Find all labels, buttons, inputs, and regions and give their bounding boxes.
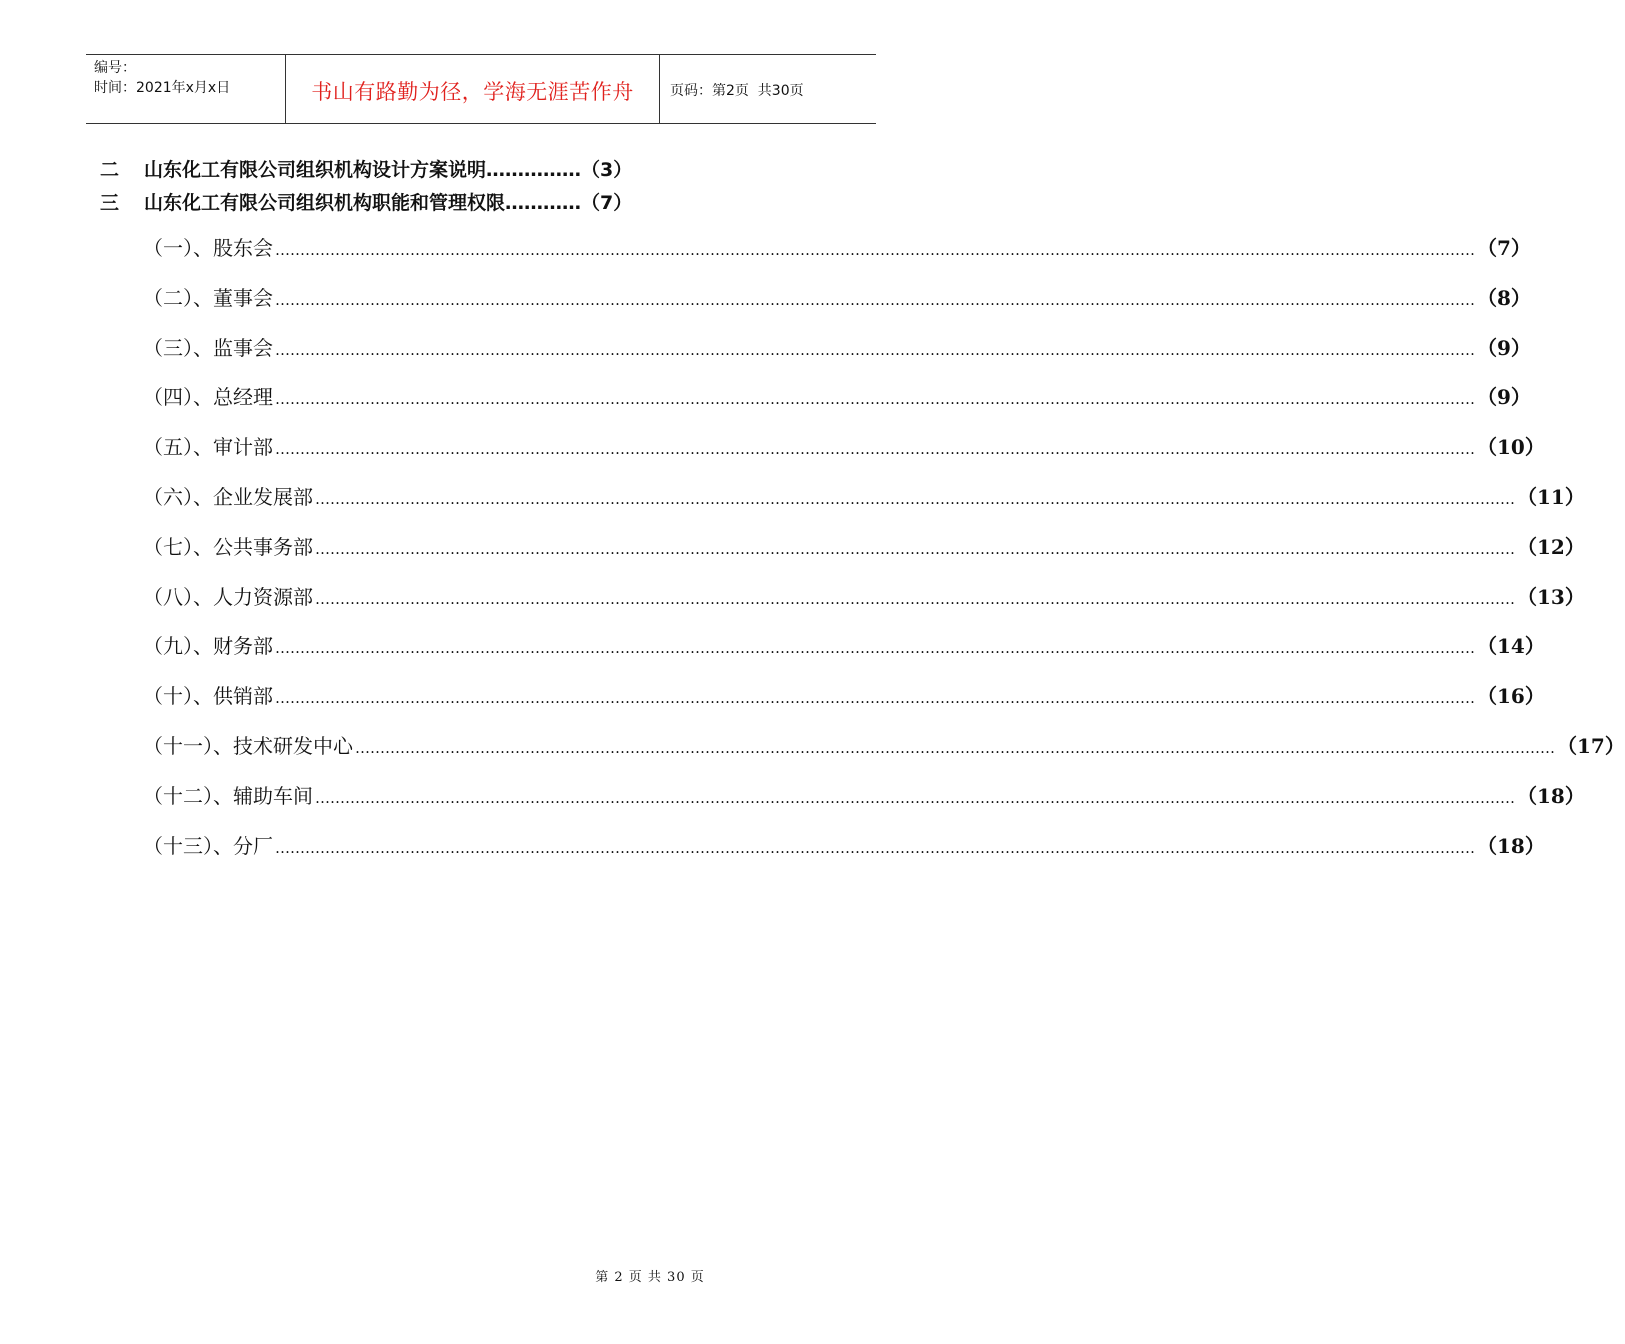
toc-leader-dots: …………………………………………………………………………………………………………………………………………………………………………………………………………………… (315, 490, 1515, 508)
section-number: 二 (100, 159, 120, 181)
header-page-cell (660, 55, 876, 123)
page-header (86, 54, 876, 124)
toc-entry[interactable] (143, 831, 1545, 863)
toc-entry-page: （9） (1477, 385, 1531, 410)
toc-leader-dots: …………………………………………………………………………………………………………………………………………………………………………………………………………………… (275, 241, 1475, 259)
toc-entry-label: （三）、监事会 (143, 335, 273, 360)
toc-leader-dots: …………………………………………………………………………………………………………………………………………………………………………………………………………………… (315, 539, 1515, 558)
toc-entry-label: （八）、人力资源部 (143, 584, 313, 609)
section-leader-dots: …………… (486, 159, 582, 181)
section-page: （7） (581, 192, 633, 214)
toc-entry[interactable] (143, 333, 1531, 365)
toc-section (100, 156, 720, 184)
toc-entry[interactable] (143, 283, 1531, 315)
document-date-label: 时间：2021年x月x日 (94, 80, 231, 96)
toc-entry-label: （七）、公共事务部 (143, 534, 313, 559)
toc-section (100, 189, 720, 217)
toc-entry-label: （二）、董事会 (143, 285, 273, 310)
toc-entry-page: （18） (1477, 833, 1545, 858)
section-page: （3） (581, 159, 633, 181)
toc-entry[interactable] (143, 482, 1585, 514)
header-meta (86, 55, 286, 123)
toc-entry-label: （十）、供销部 (143, 684, 273, 709)
toc-leader-dots: …………………………………………………………………………………………………………………………………………………………………………………………………………………… (275, 639, 1475, 658)
toc-entry-page: （18） (1517, 783, 1585, 808)
document-number-label: 编号： (94, 60, 136, 76)
toc-entry[interactable] (143, 532, 1585, 564)
toc-entry-page: （11） (1517, 485, 1585, 509)
header-motto-cell (286, 55, 660, 123)
toc-entry[interactable] (143, 731, 1625, 763)
toc-leader-dots: …………………………………………………………………………………………………………………………………………………………………………………………………………………… (315, 788, 1515, 807)
toc-entry[interactable] (143, 432, 1545, 464)
section-title: 山东化工有限公司组织机构设计方案说明 (144, 159, 487, 181)
toc-leader-dots: …………………………………………………………………………………………………………………………………………………………………………………………………………………… (315, 589, 1515, 608)
toc-leader-dots: …………………………………………………………………………………………………………………………………………………………………………………………………………………… (275, 390, 1475, 409)
section-number: 三 (100, 192, 120, 214)
toc-entry-label: （六）、企业发展部 (143, 485, 313, 509)
toc-entry[interactable] (143, 781, 1585, 813)
toc-entry-label: （十二）、辅助车间 (143, 783, 313, 808)
toc-entry[interactable] (143, 233, 1531, 265)
toc-entry-page: （10） (1477, 435, 1545, 460)
section-leader-dots: ………… (505, 192, 582, 214)
toc-entry[interactable] (143, 681, 1545, 713)
toc-entry-page: （13） (1517, 584, 1585, 609)
toc-entry-label: （四）、总经理 (143, 385, 273, 410)
toc-entry-page: （16） (1477, 684, 1545, 709)
toc-entry-label: （十三）、分厂 (143, 833, 273, 858)
toc-leader-dots: …………………………………………………………………………………………………………………………………………………………………………………………………………………… (275, 290, 1475, 309)
toc-leader-dots: …………………………………………………………………………………………………………………………………………………………………………………………………………………… (275, 440, 1475, 459)
toc-entry-page: （9） (1477, 335, 1531, 360)
header-page-number: 页码：第2页 共30页 (670, 83, 804, 99)
toc-entry-page: （14） (1477, 634, 1545, 659)
toc-entry-label: （十一）、技术研发中心 (143, 734, 353, 758)
toc-entry-page: （7） (1477, 236, 1531, 260)
toc-entry[interactable] (143, 382, 1531, 414)
toc-entry-label: （九）、财务部 (143, 634, 273, 659)
toc-entry-label: （一）、股东会 (143, 236, 273, 260)
toc-entry-page: （12） (1517, 534, 1585, 559)
page-footer: 第 2 页 共 30 页 (595, 1270, 705, 1285)
toc-leader-dots: …………………………………………………………………………………………………………………………………………………………………………………………………………………… (275, 689, 1475, 708)
toc-entry-page: （17） (1557, 734, 1625, 758)
toc-entry-page: （8） (1477, 285, 1531, 310)
toc-leader-dots: …………………………………………………………………………………………………………………………………………………………………………………………………………………… (275, 340, 1475, 359)
section-title: 山东化工有限公司组织机构职能和管理权限 (144, 192, 506, 214)
header-motto: 书山有路勤为径，学海无涯苦作舟 (311, 79, 634, 104)
toc-entry[interactable] (143, 631, 1545, 663)
toc-entry[interactable] (143, 582, 1585, 614)
toc-leader-dots: …………………………………………………………………………………………………………………………………………………………………………………………………………………… (355, 739, 1555, 757)
toc-leader-dots: …………………………………………………………………………………………………………………………………………………………………………………………………………………… (275, 838, 1475, 857)
toc-entry-label: （五）、审计部 (143, 435, 273, 460)
